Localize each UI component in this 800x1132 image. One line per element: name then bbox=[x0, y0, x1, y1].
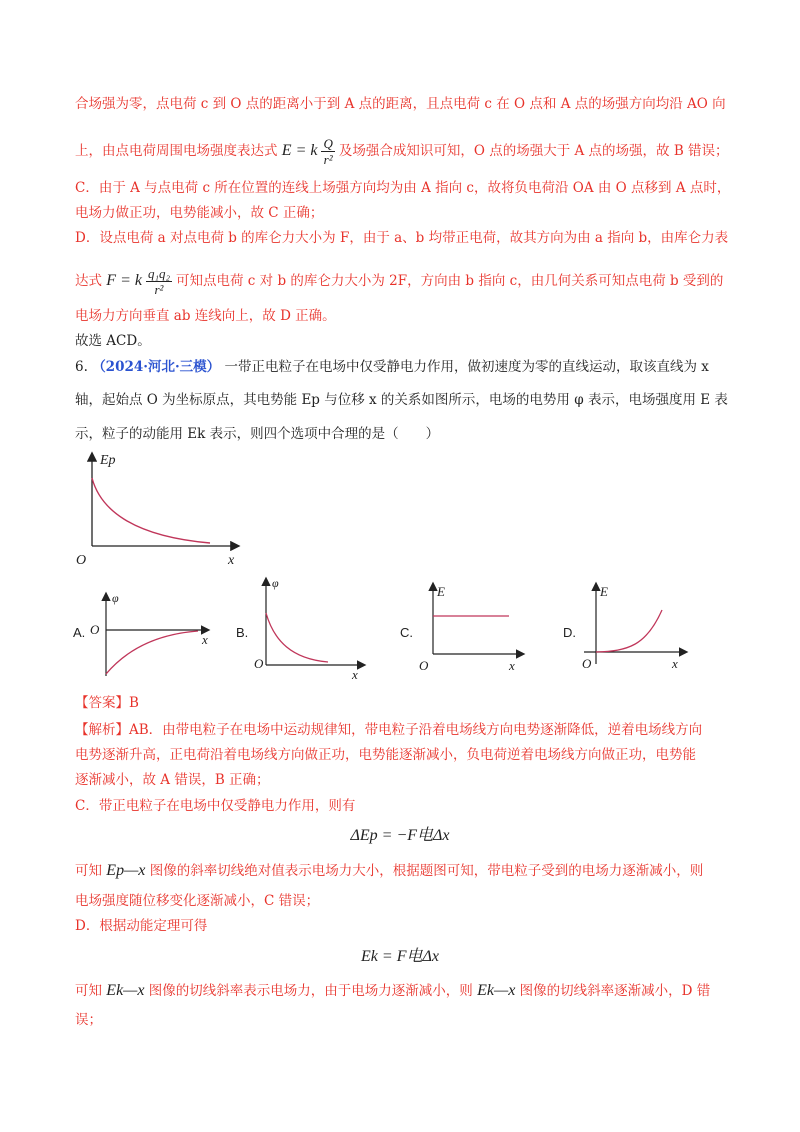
option-c-ylabel: E bbox=[437, 584, 445, 599]
origin-label: O bbox=[76, 553, 87, 568]
option-b-xlabel: x bbox=[352, 667, 358, 680]
analysis-line-8-start: 可知 bbox=[75, 983, 102, 999]
option-b-origin: O bbox=[254, 656, 264, 671]
analysis-line-8-end: 图像的切线斜率逐渐减小，D 错 bbox=[519, 983, 711, 999]
option-b-curve bbox=[266, 613, 328, 662]
option-d-curve bbox=[596, 610, 662, 652]
solution-line-2-end: 及场强合成知识可知，O 点的场强大于 A 点的场强，故 B 错误； bbox=[338, 143, 729, 160]
question-source-tag: （2024·河北·三模） bbox=[92, 359, 221, 375]
analysis-line-1: 【解析】AB．由带电粒子在电场中运动规律知，带电粒子沿着电场线方向电势逐渐降低，逆着电场线方向 bbox=[75, 722, 703, 738]
solution-line-3: C．由于 A 与点电荷 c 所在位置的连线上场强方向均为由 A 指向 c，故将负电荷沿 OA 由 O 点移到 A 点时， bbox=[75, 180, 731, 196]
equation-kinetic: Ek = F电Δx bbox=[361, 948, 439, 965]
question-line-1 bbox=[75, 357, 709, 377]
force-formula-denominator: r² bbox=[154, 282, 164, 297]
question-number: 6. bbox=[75, 359, 88, 375]
option-c-graph bbox=[415, 580, 530, 675]
option-c-xlabel: x bbox=[509, 658, 515, 673]
option-b-ylabel: φ bbox=[272, 576, 279, 590]
analysis-line-9: 误； bbox=[75, 1012, 102, 1028]
option-a-xlabel: x bbox=[202, 632, 208, 647]
coulomb-field-formula bbox=[281, 136, 339, 167]
force-formula-fraction bbox=[146, 266, 172, 297]
question-line-2: 轴，起始点 O 为坐标原点，其电势能 Ep 与位移 x 的关系如图所示，电场的电势用 φ 表示，电场强度用 E 表 bbox=[75, 392, 728, 408]
analysis-line-7: D．根据动能定理可得 bbox=[75, 918, 208, 934]
field-formula-fraction bbox=[321, 136, 334, 167]
x-axis-label: x bbox=[228, 553, 235, 568]
field-formula-lhs: E = k bbox=[281, 142, 318, 160]
analysis-line-2: 电势逐渐升高，正电荷沿着电场线方向做正功，电势能逐渐减小，负电荷逆着电场线方向做正功，电势能 bbox=[75, 747, 696, 763]
solution-line-5: D．设点电荷 a 对点电荷 b 的库仑力大小为 F，由于 a、b 均带正电荷，故其方向为由 a 指向 b，由库仑力表 bbox=[75, 230, 729, 246]
solution-line-2-start: 上，由点电荷周围电场强度表达式 bbox=[75, 143, 278, 160]
force-formula-lhs: F = k bbox=[106, 272, 142, 290]
option-a-label: A. bbox=[73, 625, 86, 640]
ek-x-symbol-2: Ek—x bbox=[477, 982, 516, 999]
question-text-1: 一带正电粒子在电场中仅受静电力作用，做初速度为零的直线运动，取该直线为 x bbox=[224, 359, 709, 375]
answer-line: 【答案】B bbox=[75, 695, 139, 711]
analysis-line-8 bbox=[75, 981, 710, 1001]
option-a-ylabel: φ bbox=[112, 591, 119, 605]
option-a-curve bbox=[106, 631, 198, 674]
option-c-origin: O bbox=[419, 658, 429, 673]
solution-line-6 bbox=[75, 266, 723, 297]
solution-line-2 bbox=[75, 136, 729, 167]
option-c-label: C. bbox=[400, 625, 413, 640]
field-formula-numerator: Q bbox=[323, 136, 333, 151]
ep-curve bbox=[92, 478, 210, 543]
force-formula-numerator: q₁q₂ bbox=[147, 266, 171, 281]
analysis-line-3: 逐渐减小，故 A 错误，B 正确； bbox=[75, 772, 270, 788]
solution-line-6-start: 达式 bbox=[75, 273, 102, 290]
question-line-3: 示，粒子的动能用 Ek 表示，则四个选项中合理的是（ ） bbox=[75, 426, 440, 442]
coulomb-force-formula bbox=[106, 266, 176, 297]
option-d-graph bbox=[578, 580, 693, 675]
analysis-line-5 bbox=[75, 861, 703, 881]
solution-line-6-end: 可知点电荷 c 对 b 的库仑力大小为 2F，方向由 b 指向 c，由几何关系可知点电荷 b 受到的 bbox=[176, 273, 724, 290]
y-axis-label: Ep bbox=[100, 453, 116, 468]
option-b-label: B. bbox=[236, 625, 249, 640]
solution-choice: 故选 ACD。 bbox=[75, 333, 151, 349]
equation-ep-work: ΔEp = −F电Δx bbox=[350, 827, 450, 844]
main-ep-x-graph bbox=[70, 448, 250, 578]
option-d-ylabel: E bbox=[600, 584, 608, 599]
option-d-xlabel: x bbox=[672, 656, 678, 671]
option-d-origin: O bbox=[582, 656, 592, 671]
analysis-line-6: 电场强度随位移变化逐渐减小，C 错误； bbox=[75, 893, 320, 909]
analysis-line-5-start: 可知 bbox=[75, 863, 102, 879]
ek-x-symbol-1: Ek—x bbox=[106, 982, 145, 999]
solution-line-1: 合场强为零，点电荷 c 到 O 点的距离小于到 A 点的距离，且点电荷 c 在 O 点和 A 点的场强方向均沿 AO 向 bbox=[75, 96, 726, 112]
analysis-line-5-end: 图像的斜率切线绝对值表示电场力大小，根据题图可知，带电粒子受到的电场力逐渐减小，则 bbox=[149, 863, 704, 879]
analysis-line-8-middle: 图像的切线斜率表示电场力，由于电场力逐渐减小，则 bbox=[148, 983, 473, 999]
solution-line-4: 电场力做正功，电势能减小，故 C 正确； bbox=[75, 205, 324, 221]
field-formula-denominator: r² bbox=[323, 152, 333, 167]
analysis-line-4: C．带正电粒子在电场中仅受静电力作用，则有 bbox=[75, 798, 356, 814]
option-b-graph bbox=[252, 575, 372, 680]
ep-x-symbol: Ep—x bbox=[106, 862, 146, 879]
option-a-origin: O bbox=[90, 622, 100, 637]
solution-line-7: 电场力方向垂直 ab 连线向上，故 D 正确。 bbox=[75, 308, 336, 324]
option-d-label: D. bbox=[563, 625, 576, 640]
option-a-graph bbox=[88, 590, 218, 680]
